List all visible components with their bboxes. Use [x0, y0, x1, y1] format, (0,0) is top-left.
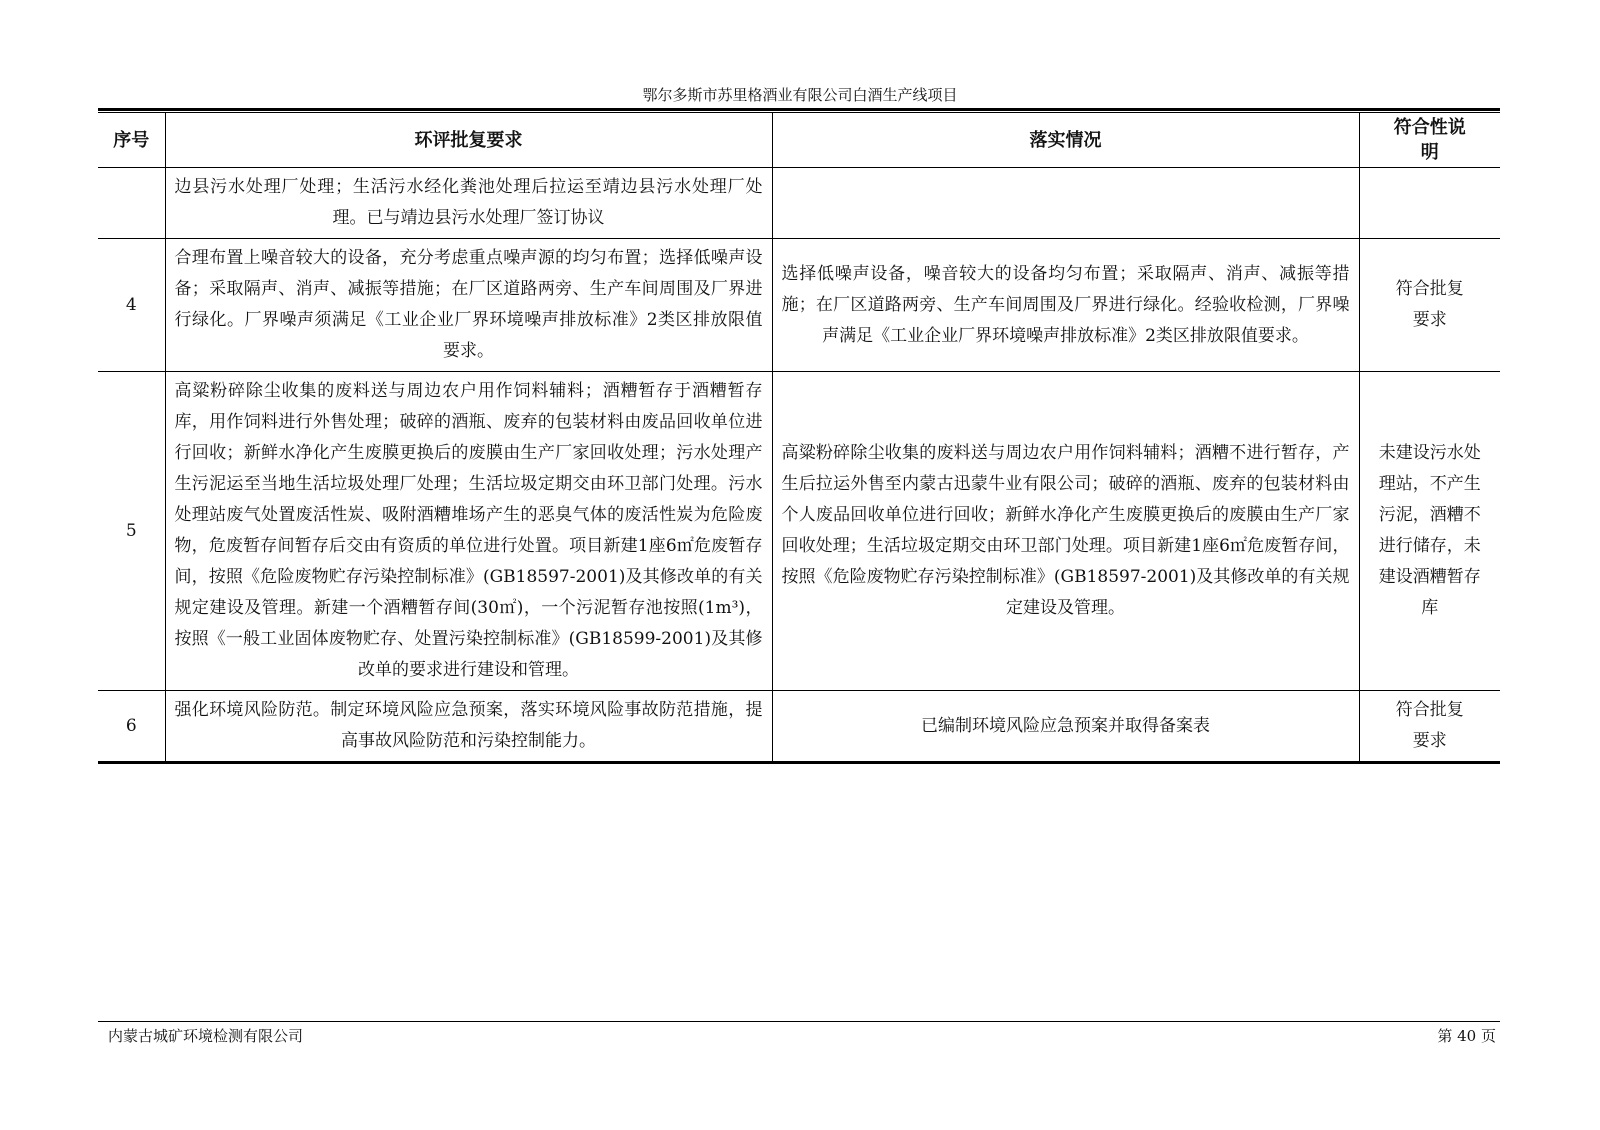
table-row [98, 168, 1500, 239]
column-header-implementation: 落实情况 [772, 113, 1359, 168]
table-row [98, 691, 1500, 763]
compliance-cell: 未建设污水处理站，不产生污泥，酒糟不进行储存，未建设酒糟暂存库 [1359, 372, 1500, 691]
compliance-cell [1359, 168, 1500, 239]
column-header-compliance: 符合性说明 [1359, 113, 1500, 168]
row-number: 4 [98, 239, 165, 372]
table-row [98, 372, 1500, 691]
requirement-cell: 边县污水处理厂处理；生活污水经化粪池处理后拉运至靖边县污水处理厂处理。已与靖边县污水处理厂签订协议 [165, 168, 772, 239]
table-row [98, 239, 1500, 372]
column-header-no: 序号 [98, 113, 165, 168]
implementation-cell [772, 168, 1359, 239]
requirement-cell: 高粱粉碎除尘收集的废料送与周边农户用作饲料辅料；酒糟暂存于酒糟暂存库，用作饲料进行外售处理；破碎的酒瓶、废弃的包装材料由废品回收单位进行回收；新鲜水净化产生废膜更换后的废膜由生产厂家回收处理；污水处理产生污泥运至当地生活垃圾处理厂处理；生活垃圾定期交由环卫部门处理。污水处理站废气处置废活性炭、吸附酒糟堆场产生的恶臭气体的废活性炭为危险废物，危废暂存间暂存后交由有资质的单位进行处置。项目新建1座6㎡危废暂存间，按照《危险废物贮存污染控制标准》(GB18597-2001)及其修改单的有关规定建设及管理。新建一个酒糟暂存间(30㎡)，一个污泥暂存池按照(1m³)，按照《一般工业固体废物贮存、处置污染控制标准》(GB18599-2001)及其修改单的要求进行建设和管理。 [165, 372, 772, 691]
row-number: 6 [98, 691, 165, 763]
column-header-requirement: 环评批复要求 [165, 113, 772, 168]
row-number [98, 168, 165, 239]
compliance-table [98, 112, 1500, 764]
row-number: 5 [98, 372, 165, 691]
footer-rule [98, 1021, 1500, 1022]
compliance-cell: 符合批复要求 [1359, 239, 1500, 372]
implementation-cell: 高粱粉碎除尘收集的废料送与周边农户用作饲料辅料；酒糟不进行暂存，产生后拉运外售至内蒙古迅蒙牛业有限公司；破碎的酒瓶、废弃的包装材料由个人废品回收单位进行回收；新鲜水净化产生废膜更换后的废膜由生产厂家回收处理；生活垃圾定期交由环卫部门处理。项目新建1座6㎡危废暂存间，按照《危险废物贮存污染控制标准》(GB18597-2001)及其修改单的有关规定建设及管理。 [772, 372, 1359, 691]
footer-company: 内蒙古城矿环境检测有限公司 [108, 1027, 304, 1045]
header-rule [98, 108, 1500, 111]
implementation-cell: 选择低噪声设备，噪音较大的设备均匀布置；采取隔声、消声、减振等措施；在厂区道路两旁、生产车间周围及厂界进行绿化。经验收检测，厂界噪声满足《工业企业厂界环境噪声排放标准》2类区排放限值要求。 [772, 239, 1359, 372]
table-header-row [98, 113, 1500, 168]
page-header-title: 鄂尔多斯市苏里格酒业有限公司白酒生产线项目 [642, 86, 958, 104]
compliance-cell: 符合批复要求 [1359, 691, 1500, 763]
requirement-cell: 强化环境风险防范。制定环境风险应急预案，落实环境风险事故防范措施，提高事故风险防范和污染控制能力。 [165, 691, 772, 763]
requirement-cell: 合理布置上噪音较大的设备，充分考虑重点噪声源的均匀布置；选择低噪声设备；采取隔声、消声、减振等措施；在厂区道路两旁、生产车间周围及厂界进行绿化。厂界噪声须满足《工业企业厂界环境噪声排放标准》2类区排放限值要求。 [165, 239, 772, 372]
implementation-cell: 已编制环境风险应急预案并取得备案表 [772, 691, 1359, 763]
footer-page-number: 第 40 页 [1437, 1027, 1496, 1045]
